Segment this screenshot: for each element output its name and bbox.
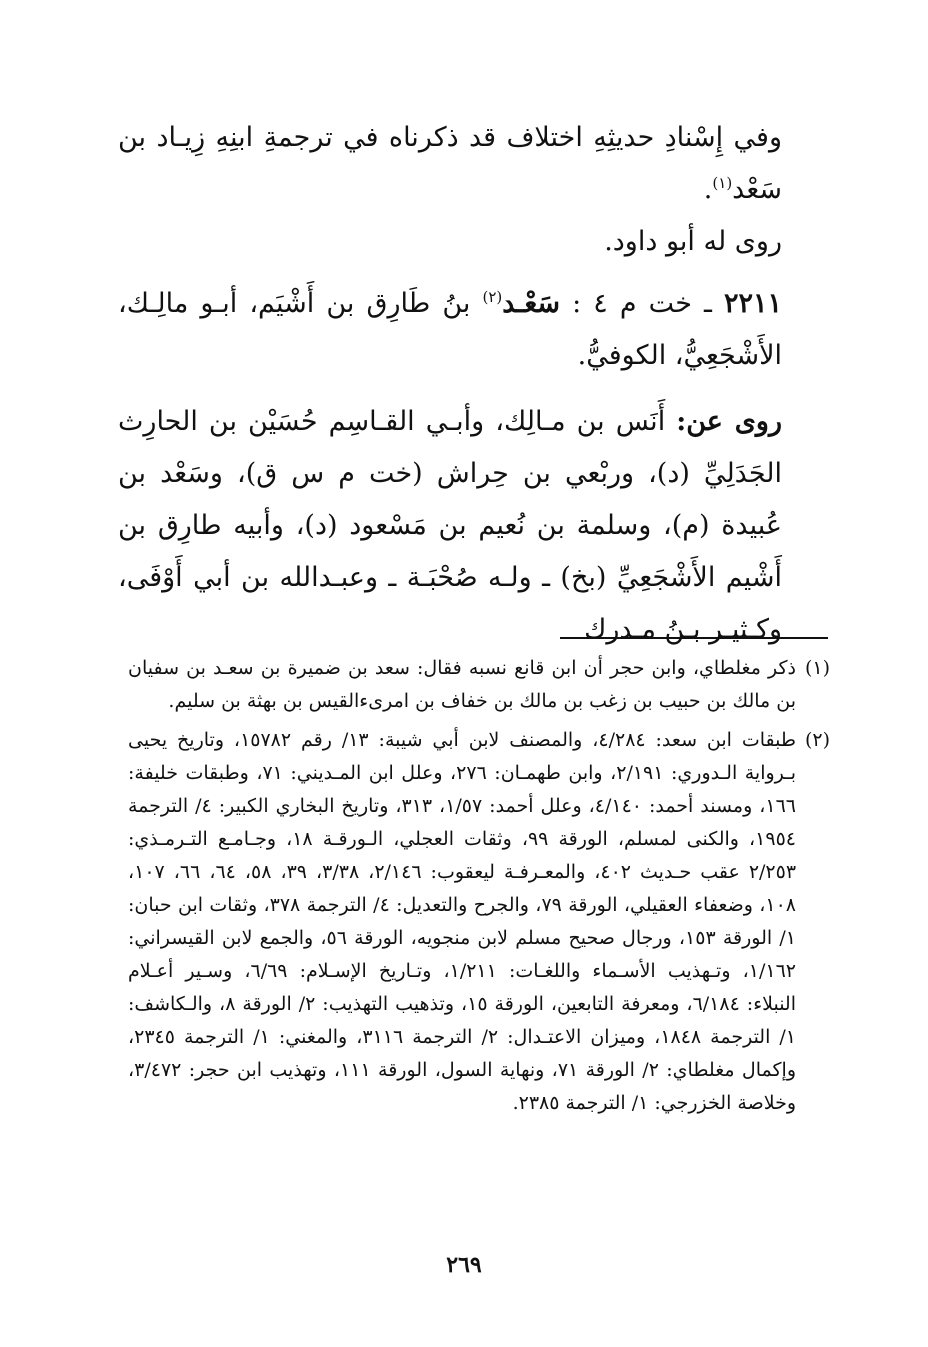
riwaya-label: روى عن: [676,406,782,437]
footnote-text: ذكر مغلطاي، وابن حجر أن ابن قانع نسبه فقال: سعد بن ضميرة بن سعـد بن سفيان بن مالك بن حبيب بن زغب بن مالك بن خفاف بن امرىءالقيس بن بهثة بن سليم. [128,657,796,712]
footnote-text: طبقات ابن سعد: ٤/٢٨٤، والمصنف لابن أبي شيبة: ١٣/ رقم ١٥٧٨٢، وتاريخ يحيى بـرواية الـدوري: ٢/١٩١، وابن طهمـان: ٢٧٦، وعلل ابن المـديني: ٧١، وطبقات خليفة: ١٦٦، ومسند أحمد: ٤/١٤٠، وعلل أحمد: ١/٥٧، ٣١٣، وتاريخ البخاري الكبير: ٤/ الترجمة ١٩٥٤، والكنى لمسلم، الورقة ٩٩، وثقات العجلي، الـورقـة ١٨، وجـامـع التـرمـذي: ٢/٢٥٣ عقب حـديث ٤٠٢، والمعـرفـة ليعقوب: ٢/١٤٦، ٣/٣٨، ٣٩، ٥٨، ٦٤، ٦٦، ١٠٧، ١٠٨، وضعفاء العقيلي، الورقة ٧٩، والجرح والتعديل: ٤/ الترجمة ٣٧٨، وثقات ابن حبان: ١/ الورقة ١٥٣، ورجال صحيح مسلم لابن منجويه، الورقة ٥٦، والجمع لابن القيسراني: ١/١٦٢، وتـهذيب الأسـماء واللغـات: ١/٢١١، وتـاريخ الإسـلام: ٦/٦٩، وسـير أعـلام النبلاء: ٦/١٨٤، ومعرفة التابعين، الورقة ١٥، وتذهيب التهذيب: ٢/ الورقة ٨، والـكاشف: ١/ الترجمة ١٨٤٨، وميزان الاعتـدال: ٢/ الترجمة ٣١١٦، والمغني: ١/ الترجمة ٢٣٤٥، وإكمال مغلطاي: ٢/ الورقة ٧١، ونهاية السول، الورقة ١١١، وتهذيب ابن حجر: ٣/٤٧٢، وخلاصة الخزرجي: ١/ الترجمة ٢٣٨٥. [128,729,797,1114]
footnote-1 [128,652,830,718]
footnote-separator [560,637,828,639]
entry-lineage: بنُ طَارِق بن أَشْيَم، أبـو مالِـك، الأَشْجَعِيُّ، الكوفيُّ. [118,288,782,371]
riwaya-text: أَنَس بن مـالِك، وأبـي القـاسِم حُسَيْن بن الحارِث الجَدَلِيِّ (د)، وربْعي بن حِراش (خت م س ق)، وسَعْد بن عُبيدة (م)، وسلمة بن نُعيم بن مَسْعود (د)، وأبيه طارِق بن أَشْيم الأَشْجَعِيِّ (بخ) ـ ولـه صُحْبَـة ـ وعبـدالله بن أبي أَوْفَى، وكـثيـر بـنُ مـدرك [118,406,782,645]
entry-codes: ـ خت م ٤ : [572,288,712,319]
entry-name: سَعْـد [502,288,560,319]
paragraph-rawa-lahu [118,216,830,268]
footnote-marker: (٢) [804,729,830,751]
paragraph-riwaya [118,396,830,656]
footnote-2 [128,724,830,1120]
entry-number: ٢٢١١ [723,288,782,319]
footnote-marker: (١) [804,657,830,679]
footnotes [128,652,830,1126]
isnad-end: . [703,174,713,205]
entry-heading [118,278,830,382]
footnote-ref-2[interactable]: (٢) [482,288,503,306]
rawa-lahu-text: روى له أبو داود. [604,226,782,257]
isnad-text: وفي إِسْنادِ حديثِهِ اختلاف قد ذكرناه في ترجمةِ ابنِهِ زِيـاد بن سَعْد [118,122,782,205]
footnote-ref-1[interactable]: (١) [712,174,733,192]
page-number: ٢٦٩ [446,1252,482,1278]
paragraph-isnad-note [118,112,830,216]
